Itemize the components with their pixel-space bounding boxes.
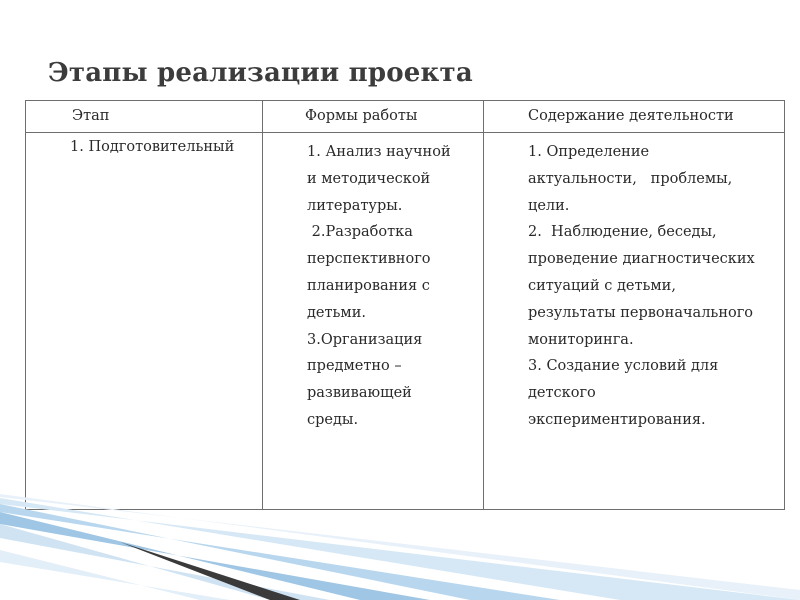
stage-cell — [26, 133, 263, 510]
list-item: 1. Анализ научной — [307, 144, 451, 160]
header-content-label: Содержание деятельности — [528, 108, 734, 124]
header-stage-label: Этап — [72, 108, 110, 124]
list-item: актуальности, проблемы, — [528, 170, 733, 187]
list-item: результаты первоначального — [528, 304, 754, 321]
project-stages-table — [25, 100, 785, 510]
list-item: 1. Определение — [528, 144, 650, 160]
header-cell-forms — [263, 101, 484, 133]
list-item: планирования с — [307, 277, 430, 294]
list-item: развивающей — [307, 385, 412, 402]
forms-list — [263, 139, 483, 434]
list-item: и методической — [307, 170, 431, 187]
list-item: детского — [528, 385, 596, 402]
header-cell-content — [484, 101, 785, 133]
list-item: 3.Организация — [307, 331, 423, 348]
content-list — [484, 139, 784, 434]
content-cell — [484, 133, 785, 510]
header-cell-stage — [26, 101, 263, 133]
list-item: цели. — [528, 197, 570, 214]
table-header-row — [26, 101, 785, 133]
list-item: 3. Создание условий для — [528, 358, 719, 375]
list-item: предметно – — [307, 358, 402, 375]
list-item: перспективного — [307, 251, 431, 268]
list-item: 2.Разработка — [307, 224, 413, 241]
list-item: ситуаций с детьми, — [528, 277, 676, 294]
list-item: мониторинга. — [528, 331, 634, 348]
list-item: литературы. — [307, 197, 403, 214]
stage-name: 1. Подготовительный — [70, 139, 235, 155]
forms-cell — [263, 133, 484, 510]
table-row — [26, 133, 785, 510]
header-forms-label: Формы работы — [305, 108, 418, 124]
page-title: Этапы реализации проекта — [48, 58, 473, 88]
list-item: детьми. — [307, 304, 366, 321]
list-item: среды. — [307, 411, 359, 428]
list-item: проведение диагностических — [528, 251, 755, 268]
list-item: 2. Наблюдение, беседы, — [528, 224, 717, 241]
list-item: экспериментирования. — [528, 411, 706, 428]
